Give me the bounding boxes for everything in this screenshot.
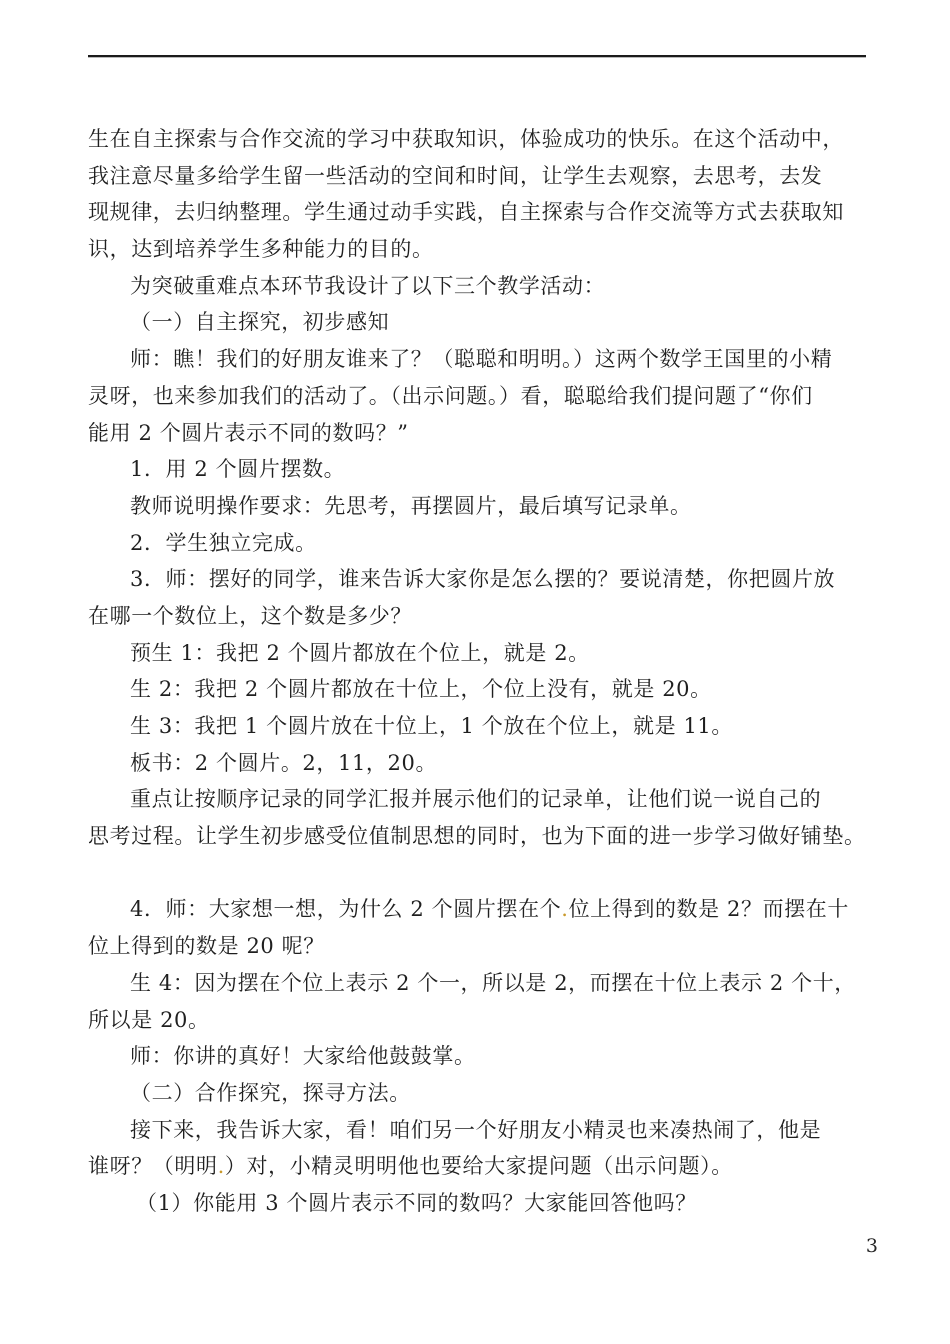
text-run: 生在自主探索与合作交流的学习中获取知识，体验成功的快乐。在这个活动中， xyxy=(88,127,844,151)
text-line-25 xyxy=(88,1002,878,1039)
text-run: 生 3：我把 1 个圆片放在十位上，1 个放在个位上，就是 11。 xyxy=(130,714,733,738)
text-line-20 xyxy=(88,818,878,855)
text-run: 灵呀，也来参加我们的活动了。（出示问题。）看，聪聪给我们提问题了“你们 xyxy=(88,383,813,408)
text-line-15 xyxy=(88,635,878,672)
text-run: 我注意尽量多给学生留一些活动的空间和时间，让学生去观察，去思考，去发 xyxy=(88,163,823,188)
text-run: 重点让按顺序记录的同学汇报并展示他们的记录单，让他们说一说自己的 xyxy=(130,787,822,812)
text-run: 谁呀？（明明 xyxy=(88,1154,218,1179)
text-run: （一）自主探究，初步感知 xyxy=(130,310,390,335)
text-line-5 xyxy=(88,268,878,305)
text-line-14 xyxy=(88,598,878,635)
text-line-9 xyxy=(88,415,878,452)
text-run: 教师说明操作要求：先思考，再摆圆片，最后填写记录单。 xyxy=(130,493,692,518)
text-run: 位上得到的数是 20 呢？ xyxy=(88,934,325,959)
text-line-1 xyxy=(88,121,878,158)
text-run: 生 2：我把 2 个圆片都放在十位上，个位上没有，就是 20。 xyxy=(130,677,712,702)
text-line-16 xyxy=(88,671,878,708)
text-run: 师：你讲的真好！大家给他鼓鼓掌。 xyxy=(130,1044,476,1069)
text-line-12 xyxy=(88,525,878,562)
text-run: 预生 1：我把 2 个圆片都放在个位上，就是 2。 xyxy=(130,640,590,665)
text-run: 能用 2 个圆片表示不同的数吗？” xyxy=(88,420,409,445)
text-run: 为突破重难点本环节我设计了以下三个教学活动： xyxy=(130,273,606,298)
text-line-4 xyxy=(88,231,878,268)
text-line-30 xyxy=(88,1185,878,1222)
text-line-13 xyxy=(88,561,878,598)
text-run: 板书：2 个圆片。2，11，20。 xyxy=(130,750,438,775)
text-line-3 xyxy=(88,194,878,231)
text-line-18 xyxy=(88,745,878,782)
text-run: 师：瞧！我们的好朋友谁来了？（聪聪和明明。）这两个数学王国里的小精 xyxy=(130,347,833,372)
text-run: 3．师：摆好的同学，谁来告诉大家你是怎么摆的？要说清楚，你把圆片放 xyxy=(130,567,836,592)
text-line-22 xyxy=(88,891,878,928)
text-line-7 xyxy=(88,341,878,378)
text-run: 所以是 20。 xyxy=(88,1007,210,1032)
text-run: 思考过程。让学生初步感受位值制思想的同时，也为下面的进一步学习做好铺垫。 xyxy=(88,824,866,849)
text-line-21 xyxy=(88,855,878,892)
text-line-6 xyxy=(88,304,878,341)
text-line-23 xyxy=(88,928,878,965)
text-run: 位上得到的数是 2？而摆在十 xyxy=(568,897,849,922)
text-run: 现规律，去归纳整理。学生通过动手实践，自主探索与合作交流等方式去获取知 xyxy=(88,200,844,225)
text-line-28 xyxy=(88,1112,878,1149)
text-line-11 xyxy=(88,488,878,525)
text-line-8 xyxy=(88,378,878,415)
text-line-29 xyxy=(88,1148,878,1185)
proofing-mark: . xyxy=(561,897,569,922)
text-run: 1．用 2 个圆片摆数。 xyxy=(130,457,346,482)
text-run: 识，达到培养学生多种能力的目的。 xyxy=(88,237,434,262)
document-body xyxy=(88,121,878,1222)
text-run: （二）合作探究，探寻方法。 xyxy=(130,1080,411,1105)
text-run: 接下来，我告诉大家，看！咱们另一个好朋友小精灵也来凑热闹了，他是 xyxy=(130,1117,822,1142)
text-line-2 xyxy=(88,158,878,195)
text-line-19 xyxy=(88,781,878,818)
text-line-10 xyxy=(88,451,878,488)
text-line-27 xyxy=(88,1075,878,1112)
text-line-26 xyxy=(88,1038,878,1075)
text-run: 2．学生独立完成。 xyxy=(130,530,317,555)
page-number: 3 xyxy=(865,1235,878,1257)
text-run: 生 4：因为摆在个位上表示 2 个一，所以是 2，而摆在十位上表示 2 个十， xyxy=(130,970,856,995)
text-line-17 xyxy=(88,708,878,745)
header-rule xyxy=(88,55,866,58)
text-run: ）对，小精灵明明他也要给大家提问题（出示问题）。 xyxy=(224,1154,733,1179)
proofing-mark: . xyxy=(217,1154,225,1179)
text-run: 在哪一个数位上，这个数是多少？ xyxy=(88,603,412,628)
text-run: 4．师：大家想一想，为什么 2 个圆片摆在个 xyxy=(130,897,562,922)
text-line-24 xyxy=(88,965,878,1002)
text-run: （1）你能用 3 个圆片表示不同的数吗？大家能回答他吗？ xyxy=(136,1190,697,1215)
